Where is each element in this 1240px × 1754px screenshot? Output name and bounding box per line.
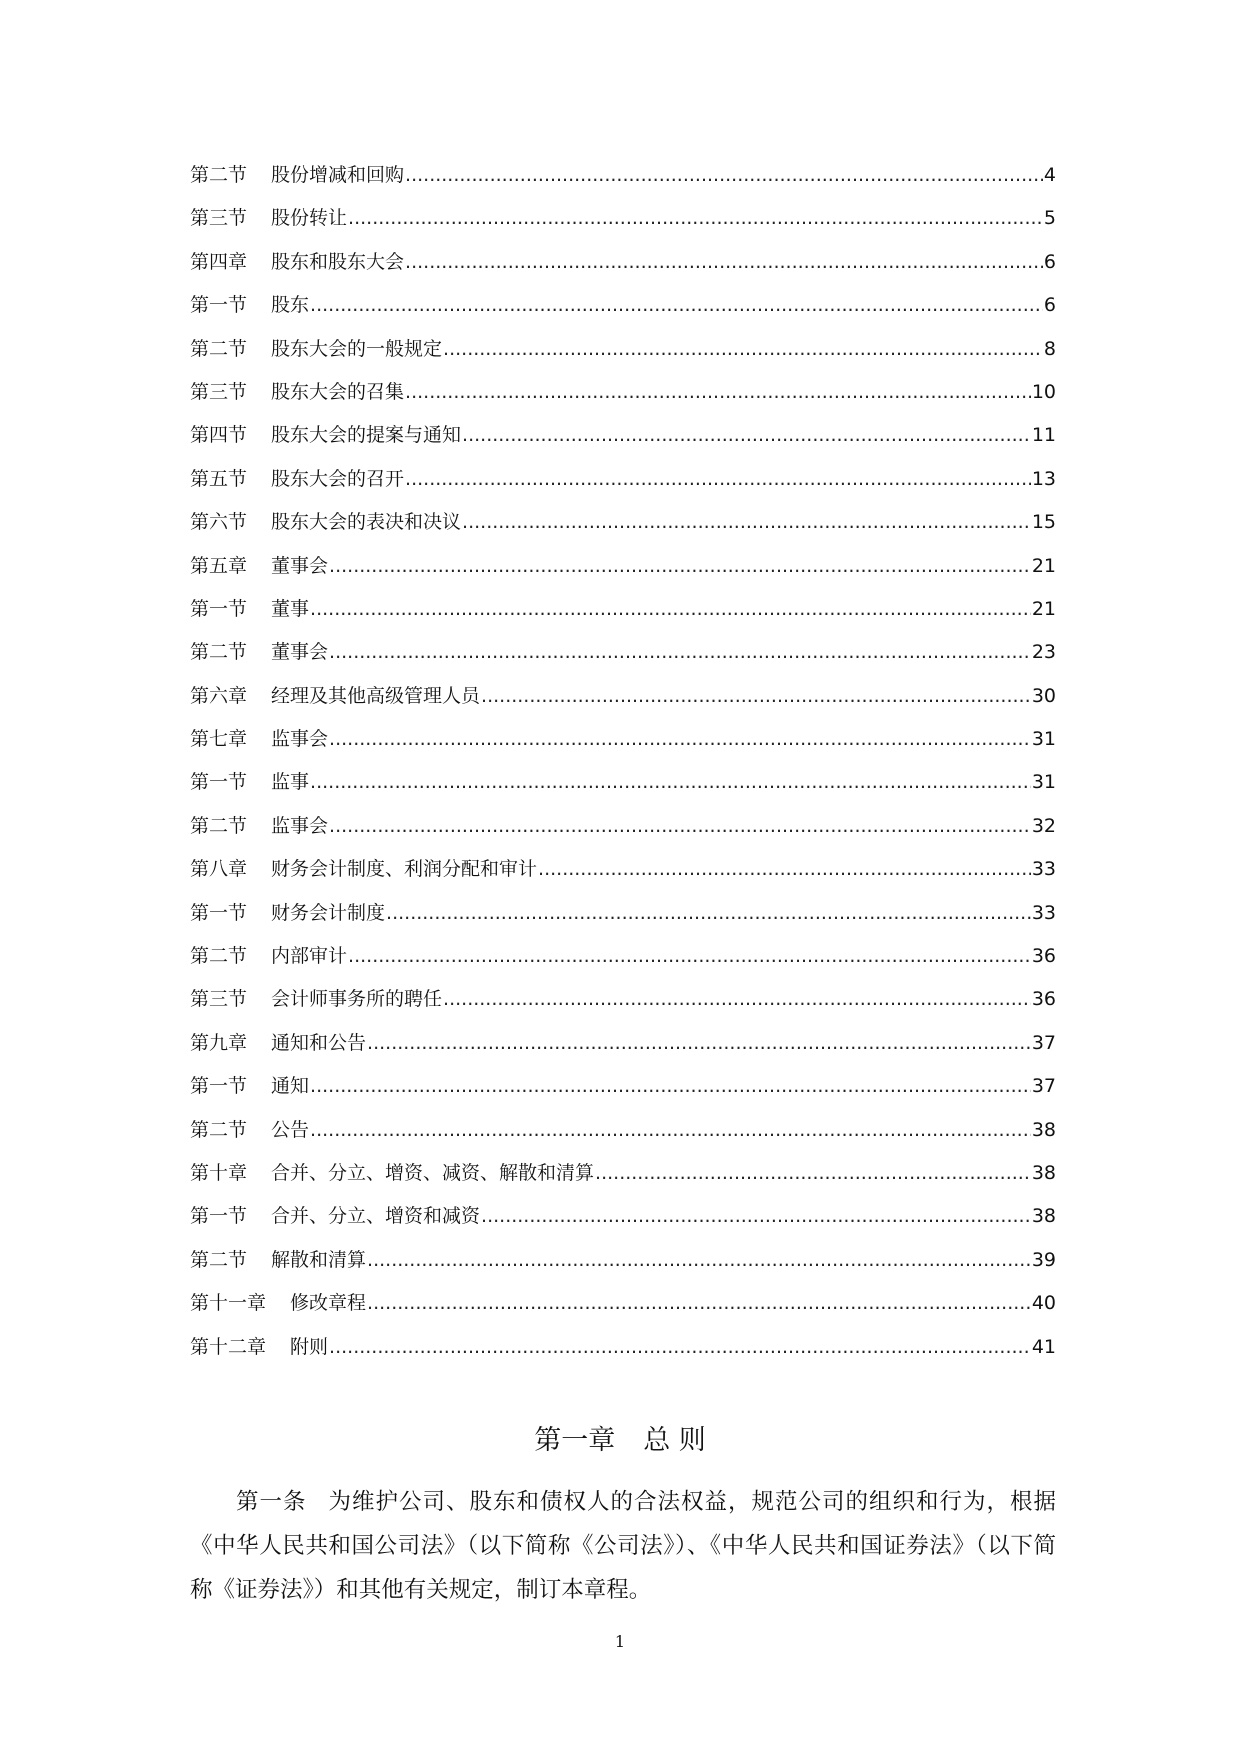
toc-entry-number: 第十二章 (190, 1335, 267, 1358)
toc-entry[interactable] (190, 377, 1056, 420)
toc-entry-number: 第六章 (190, 684, 248, 707)
toc-entry-title: 股东大会的召开 (271, 467, 405, 490)
toc-entry-title: 财务会计制度 (271, 901, 386, 924)
toc-leader-dots (405, 468, 1031, 490)
toc-leader-dots (386, 902, 1031, 924)
toc-entry-page: 8 (1043, 337, 1056, 360)
toc-entry-page: 32 (1031, 814, 1056, 837)
toc-entry-title: 财务会计制度、利润分配和审计 (271, 858, 538, 881)
toc-entry[interactable] (190, 1028, 1056, 1071)
toc-entry[interactable] (190, 160, 1056, 203)
toc-entry-title: 股东大会的表决和决议 (271, 511, 462, 534)
toc-entry-number: 第二节 (190, 641, 248, 664)
toc-entry-number: 第八章 (190, 858, 248, 881)
toc-entry-number: 第十章 (190, 1161, 248, 1184)
toc-entry[interactable] (190, 464, 1056, 507)
toc-entry-number: 第十一章 (190, 1292, 267, 1315)
toc-leader-dots (405, 381, 1031, 403)
toc-entry-page: 33 (1031, 901, 1056, 924)
toc-leader-dots (405, 164, 1043, 186)
toc-entry-page: 37 (1031, 1075, 1056, 1098)
toc-leader-dots (481, 685, 1031, 707)
toc-entry-page: 6 (1043, 294, 1056, 317)
toc-leader-dots (405, 251, 1043, 273)
toc-entry-page: 21 (1031, 597, 1056, 620)
toc-entry-number: 第二节 (190, 945, 248, 968)
toc-leader-dots (329, 555, 1031, 577)
toc-entry-title: 通知和公告 (271, 1031, 367, 1054)
toc-entry-page: 30 (1031, 684, 1056, 707)
toc-entry[interactable] (190, 551, 1056, 594)
toc-entry[interactable] (190, 420, 1056, 463)
article-paragraph (190, 1480, 1056, 1612)
toc-entry[interactable] (190, 681, 1056, 724)
toc-leader-dots (367, 1032, 1031, 1054)
toc-entry-number: 第四节 (190, 424, 248, 447)
toc-leader-dots (348, 207, 1043, 229)
toc-entry[interactable] (190, 854, 1056, 897)
toc-entry-page: 37 (1031, 1031, 1056, 1054)
toc-entry-page: 38 (1031, 1161, 1056, 1184)
toc-entry[interactable] (190, 594, 1056, 637)
toc-entry-title: 董事会 (271, 641, 329, 664)
toc-entry-number: 第五章 (190, 554, 248, 577)
table-of-contents (190, 160, 1056, 1375)
toc-entry[interactable] (190, 898, 1056, 941)
toc-entry-page: 41 (1031, 1335, 1056, 1358)
toc-entry[interactable] (190, 1201, 1056, 1244)
toc-entry-title: 董事 (271, 597, 310, 620)
toc-entry-page: 31 (1031, 728, 1056, 751)
toc-entry-title: 监事 (271, 771, 310, 794)
toc-leader-dots (462, 511, 1031, 533)
toc-entry-title: 股东大会的一般规定 (271, 337, 443, 360)
toc-entry-number: 第一节 (190, 1075, 248, 1098)
toc-entry-number: 第七章 (190, 728, 248, 751)
toc-entry-title: 股东和股东大会 (271, 250, 405, 273)
toc-leader-dots (329, 641, 1031, 663)
toc-entry-title: 解散和清算 (271, 1248, 367, 1271)
toc-entry-title: 监事会 (271, 728, 329, 751)
toc-entry-title: 修改章程 (290, 1292, 367, 1315)
toc-entry-number: 第六节 (190, 511, 248, 534)
toc-leader-dots (329, 728, 1031, 750)
toc-entry-title: 经理及其他高级管理人员 (271, 684, 481, 707)
toc-entry-page: 4 (1043, 164, 1056, 186)
toc-entry-title: 合并、分立、增资和减资 (271, 1205, 481, 1228)
toc-leader-dots (310, 294, 1043, 316)
toc-leader-dots (538, 858, 1031, 880)
toc-entry-page: 15 (1031, 511, 1056, 534)
toc-entry[interactable] (190, 1115, 1056, 1158)
toc-entry-title: 通知 (271, 1075, 310, 1098)
toc-entry[interactable] (190, 941, 1056, 984)
toc-entry-title: 会计师事务所的聘任 (271, 988, 443, 1011)
toc-entry-title: 股东大会的召集 (271, 380, 405, 403)
toc-entry-number: 第一节 (190, 294, 248, 317)
toc-entry[interactable] (190, 203, 1056, 246)
toc-entry-title: 监事会 (271, 814, 329, 837)
page-number: 1 (614, 1632, 626, 1651)
toc-entry[interactable] (190, 1071, 1056, 1114)
toc-leader-dots (595, 1162, 1031, 1184)
toc-entry-page: 33 (1031, 858, 1056, 881)
toc-entry-number: 第二节 (190, 814, 248, 837)
toc-leader-dots (443, 988, 1031, 1010)
toc-leader-dots (481, 1205, 1031, 1227)
toc-entry-page: 6 (1043, 250, 1056, 273)
toc-leader-dots (310, 771, 1031, 793)
toc-entry-number: 第一节 (190, 901, 248, 924)
chapter-title: 总 则 (643, 1425, 706, 1456)
toc-entry-page: 38 (1031, 1205, 1056, 1228)
toc-entry[interactable] (190, 1245, 1056, 1288)
toc-entry-number: 第四章 (190, 250, 248, 273)
toc-entry[interactable] (190, 290, 1056, 333)
toc-entry-page: 38 (1031, 1118, 1056, 1141)
toc-entry-page: 23 (1031, 641, 1056, 664)
toc-entry[interactable] (190, 637, 1056, 680)
toc-entry-title: 股份转让 (271, 207, 348, 230)
toc-entry-page: 36 (1031, 988, 1056, 1011)
toc-entry-page: 31 (1031, 771, 1056, 794)
toc-entry-number: 第一节 (190, 1205, 248, 1228)
toc-leader-dots (367, 1292, 1031, 1314)
toc-entry-page: 40 (1031, 1292, 1056, 1315)
toc-entry-number: 第五节 (190, 467, 248, 490)
toc-leader-dots (462, 424, 1031, 446)
toc-entry-title: 股东大会的提案与通知 (271, 424, 462, 447)
toc-entry-number: 第三节 (190, 988, 248, 1011)
toc-entry-title: 附则 (290, 1335, 329, 1358)
toc-entry-page: 10 (1031, 380, 1056, 403)
toc-entry-page: 39 (1031, 1248, 1056, 1271)
toc-entry-title: 合并、分立、增资、减资、解散和清算 (271, 1161, 595, 1184)
toc-entry[interactable] (190, 247, 1056, 290)
toc-leader-dots (329, 1336, 1031, 1358)
toc-entry-title: 股份增减和回购 (271, 164, 405, 186)
toc-entry[interactable] (190, 811, 1056, 854)
toc-leader-dots (310, 1119, 1031, 1141)
toc-entry[interactable] (190, 984, 1056, 1027)
toc-entry-title: 股东 (271, 294, 310, 317)
toc-entry-number: 第一节 (190, 771, 248, 794)
toc-entry[interactable] (190, 724, 1056, 767)
toc-entry-title: 董事会 (271, 554, 329, 577)
toc-entry-page: 21 (1031, 554, 1056, 577)
toc-leader-dots (348, 945, 1031, 967)
toc-entry-page: 5 (1043, 207, 1056, 230)
toc-entry[interactable] (190, 1332, 1056, 1375)
toc-leader-dots (443, 338, 1043, 360)
toc-entry[interactable] (190, 507, 1056, 550)
article-text: 为维护公司、股东和债权人的合法权益，规范公司的组织和行为，根据《中华人民共和国公司法》（以下简称《公司法》）、《中华人民共和国证券法》（以下简称《证券法》）和其他有关规定，制订本章程。 (190, 1489, 1056, 1603)
toc-entry-page: 36 (1031, 945, 1056, 968)
toc-entry-number: 第二节 (190, 1118, 248, 1141)
toc-leader-dots (329, 815, 1031, 837)
toc-entry[interactable] (190, 334, 1056, 377)
toc-leader-dots (310, 598, 1031, 620)
toc-entry-number: 第三节 (190, 207, 248, 230)
toc-leader-dots (367, 1249, 1031, 1271)
toc-entry-number: 第二节 (190, 337, 248, 360)
toc-entry-number: 第三节 (190, 380, 248, 403)
chapter-heading (0, 1418, 1240, 1457)
toc-entry[interactable] (190, 1288, 1056, 1331)
article-label: 第一条 (236, 1489, 307, 1515)
toc-entry-page: 11 (1031, 424, 1056, 447)
toc-entry-title: 内部审计 (271, 945, 348, 968)
toc-entry-number: 第二节 (190, 164, 248, 186)
toc-entry-page: 13 (1031, 467, 1056, 490)
toc-entry-number: 第二节 (190, 1248, 248, 1271)
toc-entry-number: 第一节 (190, 597, 248, 620)
toc-entry-title: 公告 (271, 1118, 310, 1141)
toc-entry-number: 第九章 (190, 1031, 248, 1054)
chapter-number: 第一章 (534, 1425, 616, 1456)
toc-entry[interactable] (190, 1158, 1056, 1201)
toc-entry[interactable] (190, 767, 1056, 810)
toc-leader-dots (310, 1075, 1031, 1097)
